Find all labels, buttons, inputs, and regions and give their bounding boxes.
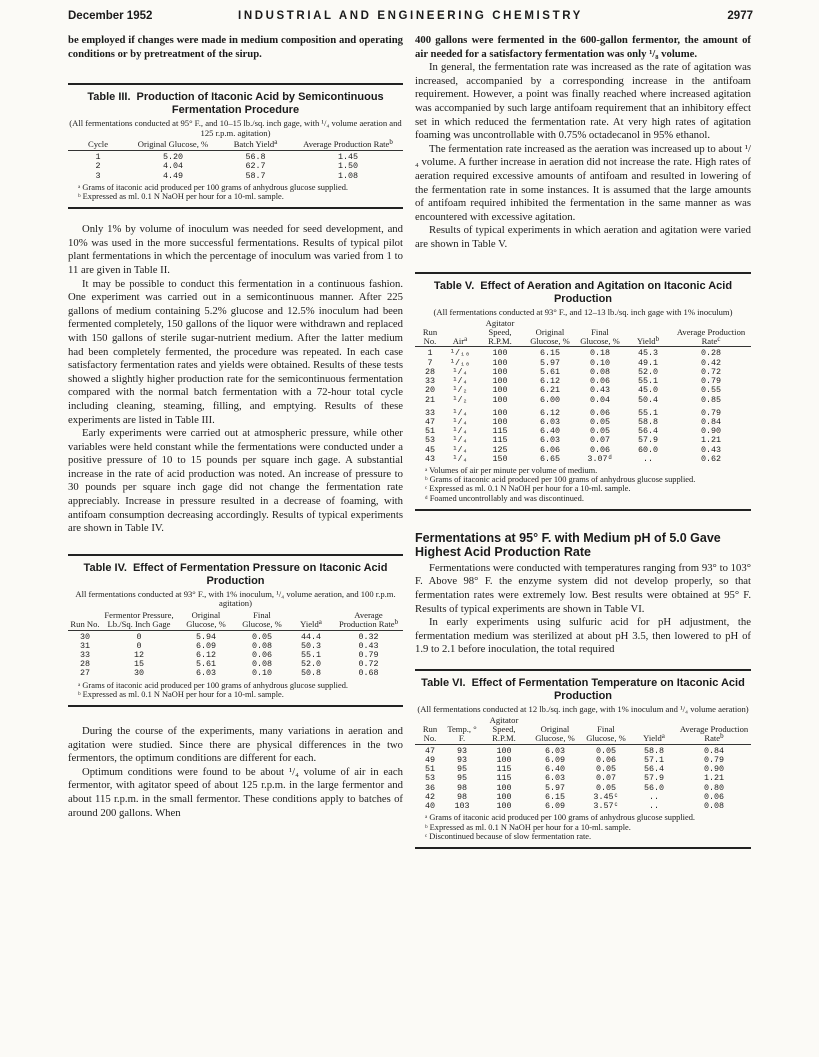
table-row: [415, 802, 751, 811]
table-cell: ¹/₄: [452, 416, 468, 427]
table-cell: 6.03: [544, 773, 566, 784]
table-cell: 52.0: [637, 366, 659, 377]
column-header: Air$^a$: [445, 319, 475, 347]
table-cell: ¹/₁₀: [449, 348, 471, 359]
column-header: Agitator Speed, R.P.M.: [475, 319, 525, 347]
column-header: Average Production Rate$^b$: [677, 716, 751, 744]
table-cell: 100: [492, 385, 508, 396]
table-rule: [415, 669, 751, 671]
table-cell: 6.00: [539, 394, 561, 405]
footnote: ᵃ Grams of itaconic acid produced per 100 grams of anhydrous glucose supplied.: [425, 813, 695, 823]
paragraph: In early experiments using sulfuric acid for pH adjustment, the fermentation medium was sterilized at about pH 3.5, then lowered to pH of 1.9 to 2.1 before inoculation, the total required: [415, 616, 751, 656]
table-cell: 0.62: [700, 453, 722, 464]
table-cell: 0: [136, 631, 142, 642]
table-cell: 3.57ᶜ: [593, 801, 619, 812]
table-cell: 56.0: [643, 782, 665, 793]
table-rule: [415, 272, 751, 274]
column-header: Run No.: [415, 716, 445, 744]
table-cell: 33: [424, 376, 436, 387]
table-cell: 115: [492, 426, 508, 437]
table-conditions: (All fermentations conducted at 93° F., and 12–13 lb./sq. inch gage with 1% inoculum): [433, 306, 733, 317]
table-cell: 0.79: [358, 650, 379, 661]
paragraph: Early experiments were carried out at atmospheric pressure, while other variables were held constant while the fermentations were conducted under a positive pressure of 10 to 15 pounds per square inch gage. A substantial increase in the rate of acid production was noted. An increase of pressure to 30 pounds per square inch gage did not change the fermentation rate appreciably. Increase in pressure resulted in a decrease of foaming, with antifoam consumption decreasing accordingly. Results of typical experiments are shown in Table IV.: [68, 427, 403, 535]
table-cell: 1.21: [700, 435, 722, 446]
paragraph: 400 gallons were fermented in the 600-gallon fermentor, the amount of air needed for a satisfactory fermentation was only ¹/₈ volume.: [415, 34, 751, 60]
table-conditions: All fermentations conducted at 93° F., with 1% inoculum, ¹/₄ volume aeration, and 100 r.p.m. agitation): [75, 588, 396, 609]
table-cell: 55.1: [300, 650, 322, 661]
table-cell: 5.97: [539, 357, 561, 368]
table-cell: 0.04: [589, 394, 611, 405]
footnote: ᵇ Expressed as ml. 0.1 N NaOH per hour for a 10-ml. sample.: [78, 191, 284, 201]
column-header: Original Glucose, %: [128, 140, 218, 150]
table-cell: 0.84: [700, 416, 722, 427]
table-4: [68, 562, 403, 699]
table-cell: 0.07: [595, 773, 617, 784]
table-title-text: Production of Itaconic Acid by Semicontinuous Fermentation Procedure: [136, 91, 384, 117]
table-cell: 0.06: [589, 376, 611, 387]
table-cell: 100: [492, 394, 508, 405]
table-cell: 6.12: [539, 407, 561, 418]
left-column: [68, 34, 403, 820]
table-rule: [68, 83, 403, 85]
column-header: Average Production Rate$^b$: [334, 611, 403, 630]
table-cell: 45.0: [637, 385, 659, 396]
table-cell: 1.45: [337, 152, 359, 163]
table-cell: 6.15: [544, 791, 566, 802]
table-cell: 15: [133, 659, 145, 670]
table-cell: 21: [424, 394, 436, 405]
table-cell: 0.72: [700, 366, 722, 377]
table-cell: 0.05: [251, 631, 273, 642]
table-cell: 30: [133, 668, 145, 679]
table-cell: 58.8: [637, 416, 659, 427]
table-cell: 6.06: [539, 444, 561, 455]
table-cell: 51: [424, 764, 436, 775]
table-cell: 55.1: [637, 407, 659, 418]
table-cell: 115: [492, 435, 508, 446]
table-cell: 56.8: [245, 152, 266, 163]
table-cell: 1.50: [337, 161, 359, 172]
table-cell: 0.08: [589, 366, 611, 377]
table-cell: 3: [95, 170, 101, 181]
table-row: [68, 172, 403, 181]
table-5: [415, 280, 751, 503]
table-cell: 100: [492, 376, 508, 387]
table-title: [415, 677, 751, 703]
table-cell: 57.1: [643, 755, 665, 766]
paragraph: Only 1% by volume of inoculum was needed for seed development, and 10% was used in the more successful fermentations. Results of typical pilot plant fermentations in which the percentage of inoculum was varied from 1 to 11 are given in Table II.: [68, 223, 403, 276]
table-cell: ¹/₄: [452, 453, 468, 464]
table-cell: 12: [133, 650, 145, 661]
table-cell: 100: [492, 366, 508, 377]
footnote: ᵇ Expressed as ml. 0.1 N NaOH per hour for a 10-ml. sample.: [78, 689, 284, 699]
footnote: ᶜ Expressed as ml. 0.1 N NaOH per hour for a 10-ml. sample.: [425, 484, 631, 494]
table-row: [68, 642, 403, 651]
table-cell: ¹/₄: [452, 366, 468, 377]
table-cell: 28: [424, 366, 436, 377]
column-header: Average Production Rate$^c$: [671, 319, 751, 347]
column-header: Run No.: [68, 611, 102, 630]
table-cell: 62.7: [245, 161, 266, 172]
table-cell: 4.04: [162, 161, 184, 172]
table-cell: 6.40: [544, 764, 566, 775]
column-header: Cycle: [68, 140, 128, 150]
table-cell: 6.09: [544, 801, 566, 812]
table-cell: 100: [492, 407, 508, 418]
column-header: Agitator Speed, R.P.M.: [479, 716, 529, 744]
table-cell: 0.28: [700, 348, 722, 359]
table-cell: 6.12: [195, 650, 217, 661]
table-cell: 44.4: [300, 631, 322, 642]
table-cell: 47: [424, 745, 436, 756]
table-cell: 0.90: [700, 426, 722, 437]
table-number: Table IV.: [83, 561, 127, 574]
table-cell: 103: [454, 801, 470, 812]
table-row: [68, 651, 403, 660]
paragraph: During the course of the experiments, many variations in aeration and agitation were studied. Since there are physical differences in the two fermentors, the optimum conditions are different for each.: [68, 725, 403, 765]
table-title: [415, 280, 751, 306]
table-cell: 115: [496, 773, 512, 784]
table-cell: 0.79: [700, 376, 722, 387]
table-cell: 3.45ᶜ: [593, 791, 619, 802]
table-row: [415, 455, 751, 464]
table-cell: 0.72: [358, 659, 379, 670]
table-cell: 30: [79, 631, 91, 642]
table-cell: 53: [424, 435, 436, 446]
table-cell: ¹/₄: [452, 376, 468, 387]
table-cell: 115: [496, 764, 512, 775]
right-column: [415, 34, 751, 849]
paragraph: Results of typical experiments in which aeration and agitation were varied are shown in Table V.: [415, 224, 751, 250]
table-cell: 56.4: [637, 426, 659, 437]
table-cell: 0.10: [589, 357, 611, 368]
column-header: Fermentor Pressure, Lb./Sq. Inch Gage: [102, 611, 176, 630]
table-cell: 53: [424, 773, 436, 784]
paragraph: The fermentation rate increased as the aeration was increased up to about ¹/₄ volume. A further increase in aeration did not increase the rate. High rates of aeration required excessive amounts of antifoam and resulted in lowering of the fermentation rate in some instances. It is assumed that the large amounts of antifoam required inhibited the fermentation in the same manner as was encountered with excessive agitation.: [415, 142, 751, 223]
column-header: Yield$^a$: [288, 611, 334, 630]
table-cell: 6.09: [544, 755, 566, 766]
header-date: December 1952: [68, 10, 153, 22]
footnote: ᶜ Discontinued because of slow fermentation rate.: [425, 831, 592, 841]
table-cell: 47: [424, 416, 436, 427]
table-cell: ..: [648, 791, 660, 802]
paragraph: Optimum conditions were found to be about ¹/₄ volume of air in each fermentor, with agitator speed of about 125 r.p.m. in the large fermentor and about 115 r.p.m. in the small fermentor. These conditions apply to batches of around 200 gallons. When: [68, 765, 403, 819]
table-cell: 0.42: [700, 357, 722, 368]
table-cell: 49.1: [637, 357, 659, 368]
footnote: ᵃ Grams of itaconic acid produced per 100 grams of anhydrous glucose supplied.: [78, 680, 348, 690]
table-cell: 0.05: [589, 426, 611, 437]
table-cell: ¹/₄: [452, 407, 468, 418]
table-row: [415, 396, 751, 405]
table-cell: ¹/₄: [452, 426, 468, 437]
paragraph: be employed if changes were made in medium composition and operating conditions or by pretreatment of the sirup.: [68, 34, 403, 60]
table-cell: 0.06: [595, 755, 617, 766]
table-cell: 0.43: [589, 385, 611, 396]
table-cell: 0.06: [251, 650, 273, 661]
table-cell: 0.06: [589, 444, 611, 455]
table-cell: 55.1: [637, 376, 659, 387]
column-header: Temp., ° F.: [445, 716, 479, 744]
table-cell: 0.05: [589, 416, 611, 427]
table-footnotes: [68, 681, 403, 699]
column-header: Original Glucose, %: [176, 611, 236, 630]
table-cell: 0.32: [358, 631, 379, 642]
table-cell: 5.97: [544, 782, 566, 793]
data-table: [68, 140, 403, 180]
table-title-text: Effect of Fermentation Pressure on Itaconic Acid Production: [132, 561, 388, 587]
table-row: [415, 405, 751, 418]
table-cell: 0.08: [703, 801, 725, 812]
table-cell: 5.61: [539, 366, 561, 377]
table-cell: 28: [79, 659, 91, 670]
table-cell: 0.07: [589, 435, 611, 446]
table-cell: 93: [456, 745, 468, 756]
table-cell: 6.21: [539, 385, 561, 396]
paragraph: It may be possible to conduct this fermentation in a continuous fashion. One experiment was carried out in a semicontinuous manner. After 225 gallons of medium containing 5.2% glucose and 12.5% inoculum had been fermented completely, 150 gallons of the liquor were withdrawn and replaced with 150 gallons of sterile sugar-nutrient medium. After the latter medium had been completely fermented, the procedure was repeated. In each case satisfactory fermentation rates and yields were obtained. Results of these tests showed a slightly higher production rate for the semicontinuous fermentation compared with the normal batch fermentation with a 72-hour total cycle including cleaning, steaming, filling, and emptying. Results of these experiments are listed in Table III.: [68, 277, 403, 426]
table-cell: 0.90: [703, 764, 725, 775]
table-cell: 0.79: [700, 407, 722, 418]
table-cell: 51: [424, 426, 436, 437]
table-cell: 6.40: [539, 426, 561, 437]
table-cell: 7: [427, 357, 433, 368]
table-cell: ..: [642, 453, 654, 464]
section-heading: Fermentations at 95° F. with Medium pH of 5.0 Gave Highest Acid Production Rate: [415, 530, 721, 559]
table-cell: 50.3: [300, 640, 322, 651]
table-cell: 95: [456, 764, 468, 775]
table-cell: 0.85: [700, 394, 722, 405]
table-cell: ¹/₄: [452, 444, 468, 455]
table-cell: 60.0: [637, 444, 659, 455]
footnote: ᵃ Volumes of air per minute per volume of medium.: [425, 465, 598, 475]
table-cell: 98: [456, 791, 468, 802]
column-header: Yield$^a$: [631, 716, 677, 744]
column-header: Original Glucose, %: [525, 319, 575, 347]
table-cell: 5.20: [162, 152, 184, 163]
column-header: Run No.: [415, 319, 445, 347]
table-cell: 57.9: [643, 773, 665, 784]
table-title: [68, 562, 403, 588]
table-number: Table III.: [87, 91, 131, 104]
column-header: Final Glucose, %: [575, 319, 625, 347]
table-cell: 0.84: [703, 745, 725, 756]
table-cell: 98: [456, 782, 468, 793]
table-footnotes: [68, 183, 403, 201]
table-cell: 45.3: [637, 348, 659, 359]
table-cell: 6.15: [539, 348, 561, 359]
table-cell: 1: [427, 348, 433, 359]
table-cell: 6.03: [544, 745, 566, 756]
running-header: [68, 10, 753, 26]
table-cell: ¹/₂: [452, 394, 468, 405]
header-page-number: 2977: [727, 10, 753, 22]
table-6: [415, 677, 751, 841]
table-3: [68, 91, 403, 201]
table-cell: 100: [496, 801, 512, 812]
table-cell: 100: [496, 791, 512, 802]
table-cell: 4.49: [162, 170, 184, 181]
data-table: [415, 319, 751, 464]
table-cell: 33: [79, 650, 91, 661]
table-cell: 0.05: [595, 745, 617, 756]
paragraph: Fermentations were conducted with temperatures ranging from 93° to 103° F. Above 98° F. the enzyme system did not develop properly, so that fermentation rates were extremely low. Best results were obtained at 95° F. Results of typical experiments are shown in Table VI.: [415, 561, 751, 615]
table-cell: 100: [496, 745, 512, 756]
table-cell: 6.03: [539, 435, 561, 446]
table-cell: 100: [496, 755, 512, 766]
table-cell: 33: [424, 407, 436, 418]
table-number: Table VI.: [421, 676, 466, 689]
table-cell: 1.21: [703, 773, 725, 784]
table-rule: [415, 847, 751, 849]
table-cell: 49: [424, 755, 436, 766]
paragraph: In general, the fermentation rate was increased as the rate of agitation was increased, accompanied by a corresponding increase in the antifoam requirement. However, a point was finally reached where increased agitation was accompanied by such large antifoam requirement that an inhibitory effect set in which reduced the fermentation rate. At very high rates of agitation foaming was uncontrollable with 0.75% octadecanol in 95% ethanol.: [415, 61, 751, 142]
table-footnotes: [415, 466, 751, 503]
table-cell: ¹/₄: [452, 435, 468, 446]
table-cell: 150: [492, 453, 508, 464]
table-cell: 0.10: [251, 668, 273, 679]
table-cell: 93: [456, 755, 468, 766]
column-header: Yield$^b$: [625, 319, 671, 347]
table-title: [68, 91, 403, 117]
table-row: [68, 630, 403, 642]
table-cell: 40: [424, 801, 436, 812]
table-cell: 6.09: [195, 640, 217, 651]
table-cell: ¹/₂: [452, 385, 468, 396]
table-conditions: (All fermentations conducted at 95° F., and 10–15 lb./sq. inch gage, with ¹/₄ volume aeration and 125 r.p.m. agitation): [69, 118, 402, 138]
footnote: ᵈ Foamed uncontrollably and was discontinued.: [425, 493, 584, 503]
table-cell: 0.68: [358, 668, 379, 679]
table-row: [415, 347, 751, 359]
table-cell: 1.08: [337, 170, 359, 181]
table-cell: 50.4: [637, 394, 659, 405]
table-cell: 5.94: [195, 631, 217, 642]
table-cell: 0.08: [251, 640, 273, 651]
column-header: Final Glucose, %: [581, 716, 631, 744]
table-cell: 27: [79, 668, 91, 679]
column-header: Average Production Rate$^b$: [293, 140, 403, 150]
table-cell: 6.03: [195, 668, 217, 679]
table-cell: 100: [492, 348, 508, 359]
data-table: [68, 611, 403, 679]
table-number: Table V.: [433, 279, 475, 292]
table-cell: 0.18: [589, 348, 611, 359]
table-cell: 36: [424, 782, 436, 793]
header-journal: INDUSTRIAL AND ENGINEERING CHEMISTRY: [238, 10, 583, 22]
table-cell: 50.8: [300, 668, 322, 679]
table-cell: 125: [492, 444, 508, 455]
table-cell: 43: [424, 453, 436, 464]
table-cell: 0.06: [703, 791, 725, 802]
table-cell: 57.9: [637, 435, 659, 446]
table-cell: 31: [79, 640, 91, 651]
footnote: ᵇ Expressed as ml. 0.1 N NaOH per hour for a 10-ml. sample.: [425, 822, 631, 832]
table-cell: 20: [424, 385, 436, 396]
table-conditions: (All fermentations conducted at 12 lb./sq. inch gage, with 1% inoculum and ¹/₄ volume aeration): [417, 703, 749, 714]
column-header: Original Glucose, %: [529, 716, 581, 744]
table-cell: 42: [424, 791, 436, 802]
table-rule: [68, 554, 403, 556]
table-cell: 100: [492, 357, 508, 368]
table-cell: 3.07ᵈ: [587, 453, 613, 464]
table-cell: 0.08: [251, 659, 273, 670]
table-cell: 2: [95, 161, 101, 172]
table-cell: 0.80: [703, 782, 725, 793]
table-cell: 0.05: [595, 782, 617, 793]
table-title-text: Effect of Aeration and Agitation on Itaconic Acid Production: [480, 279, 733, 305]
table-cell: ..: [648, 801, 660, 812]
table-cell: 100: [492, 416, 508, 427]
footnote: ᵇ Grams of itaconic acid produced per 100 grams of anhydrous glucose supplied.: [425, 475, 696, 485]
table-cell: 58.8: [643, 745, 665, 756]
column-header: Final Glucose, %: [236, 611, 288, 630]
table-row: [68, 669, 403, 678]
table-title-text: Effect of Fermentation Temperature on Itaconic Acid Production: [471, 676, 745, 702]
table-cell: 5.61: [195, 659, 217, 670]
table-cell: 0: [136, 640, 142, 651]
table-cell: 0.06: [589, 407, 611, 418]
table-cell: 52.0: [300, 659, 322, 670]
column-header: Batch Yield$^a$: [218, 140, 293, 150]
table-cell: 0.43: [700, 444, 722, 455]
table-footnotes: [415, 813, 751, 841]
table-cell: 0.05: [595, 764, 617, 775]
table-cell: 45: [424, 444, 436, 455]
table-cell: 0.79: [703, 755, 725, 766]
table-cell: 0.55: [700, 385, 722, 396]
data-table: [415, 716, 751, 811]
table-cell: 1: [95, 152, 101, 163]
table-cell: 6.65: [539, 453, 561, 464]
table-row: [68, 660, 403, 669]
table-cell: 56.4: [643, 764, 665, 775]
table-cell: 6.12: [539, 376, 561, 387]
table-cell: 6.03: [539, 416, 561, 427]
table-cell: 58.7: [245, 170, 266, 181]
table-cell: 100: [496, 782, 512, 793]
table-cell: ¹/₁₀: [449, 357, 471, 368]
footnote: ᵃ Grams of itaconic acid produced per 100 grams of anhydrous glucose supplied.: [78, 182, 348, 192]
table-cell: 0.43: [358, 640, 379, 651]
table-cell: 95: [456, 773, 468, 784]
